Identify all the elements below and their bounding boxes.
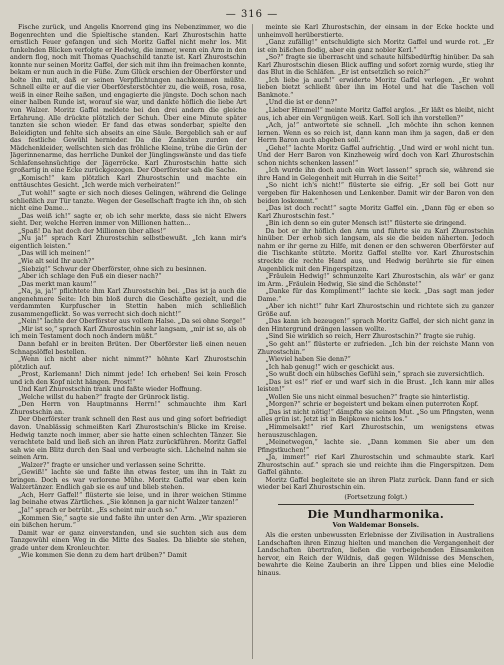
- paragraph: „Ich liebe ja auch!“ erwiderte Moritz Gaffel verlegen. „Er wohnt lieben bietzt schließt über ihn im Hotel und hat die Taschen voll Banknote.“: [257, 76, 494, 99]
- paragraph: „Meinetwegen,“ lachte sie. „Dann kommen Sie aber um den Pfingstkuchen!“: [257, 439, 494, 454]
- paragraph: „So geht an!“ flüsterte er zufrieden. „Ich bin der reichste Mann von Zhurostschin.“: [257, 340, 494, 356]
- paragraph: „Gewiß!“ lachte sie und faßte ihn etwas fester, um ihn in Takt zu bringen. Doch es war verlorene Mühe. Moritz Gaffel war eben kein Walzertänzer. Endlich gab sie es auf und blieb stehen.: [10, 469, 247, 492]
- paragraph: „Das ist nicht nötig!“ dämpfte sie seinen Mut. „So um Pfingsten, wenn alles grün ist. Jetzt ist in Beipkowe nichts los.“: [257, 408, 494, 424]
- paragraph: „So wußt doch ein hübsches Gefühl sein,“ sprach sie zuversichtlich.: [265, 371, 485, 379]
- section-intro: [258, 532, 495, 577]
- paragraph: „Bin ich denn so ein guter Mensch ist!“ flüsterte sie dringend.: [265, 220, 467, 228]
- paragraph: „Ich hab genug!“ wich er geschickt aus.: [265, 363, 395, 371]
- paragraph: meinte sie Karl Zhurostschin, der einsam in der Ecke hockte und unheimvoll herüberstierte.: [257, 24, 494, 39]
- text-columns: [10, 24, 494, 659]
- paragraph: „Das weiß ich!“ sagte er, ob ich sehr merkte, dass sie nicht Elwers sieht. Der, welche Herren immer von Millionen hatten...: [10, 212, 247, 228]
- paragraph: „Danke für das Kompliment!“ lachte sie keck. „Das sagt man jeder Dame.“: [257, 288, 494, 303]
- story-continuation: [258, 24, 495, 492]
- paragraph: „Und die ist er denn?“: [265, 99, 338, 107]
- paragraph: „Wie alt seid Ihr auch?“: [18, 257, 95, 265]
- paragraph: „Na, ja, ja!“ pflichtete ihm Karl Zhurostschin bei. „Das ist ja auch die angenehmere Seite: Ich bin bloß durch die Geschäfte gezielt, und die verdammten Kurpfuscher in Stettin haben mich schließlich zusammengeflickt. So was verrecht sich doch nicht!“: [10, 288, 247, 318]
- paragraph: „Ja, immer!“ rief Karl Zhurostschin und schmaubte stark. Karl Zhurostschin auf.“ sprach sie und reichte ihm die Fingerspitzen. Dem Gaffel gähnte.: [257, 454, 494, 477]
- paragraph: Fische zurück, und Angelis Knorrend ging ins Nebenzimmer, wo die Bogenrechten und die Spieltische standen. Karl Zhurostschin hatte ernstlich Feuer gefangen und sich Moritz Gaffel nicht mehr los. Mit funkelnden Blicken verfolgte er Hedwig, die immer, wenn ein Arm in den andern flog, noch mit Thomas Quachschild tanzte ist. Karl Zhurostschin konnte nur seinen Moritz Gaffel, der sich mit ihm ihn freimachen konnte, bekam er nun auch in die Füße. Zum Glück erschien der Oberförster und holte ihn mit, daß er seinen Verpflichtungen nachkommen müßte. Schnell eilte er auf die vier Oberförsterstöchter zu, die weiß, rosa, rosa, weiß in einer Reihe saßen, und engagierte die jüngste. Doch schon nach einer halben Runde ist, worauf sie war, und dankte höflich die liebe Art von Walzer. Moritz Gaffel meldete bei den drei andern die gleiche Erfahrung. Alle drückte plötzlich der Schuh. Über eine Minute später tanzten sie schon wieder. Er fand das etwas sonderbar, spielte den Beleidigten und fehlte sich abseits an eine Säule. Bergeblich sah er auf das festliche Gewühl hernieder. Da die Zanksten zurden der Mädchenkleider, wellschten sich das fröhliche Kleine, trübe die Grün der Jägerinnenarme, das herrliche Dunkel der Jünglingswänste und das tiefe Schlafensehnsüchtige der Jägerröcke. Karl Zhurostschin hatte sich großartig in eine Ecke zurückgezogen. Der Oberförster sah die Sache.: [10, 24, 247, 175]
- paragraph: „Nu ja!“ sprach Karl Zhurostschin selbstbewußt. „Ich kann mir's eigentlich leisten.“: [10, 235, 247, 250]
- paragraph: Dann befahl er in breiten Brüten. Der Oberförster ließ einen neuen Schnapslöffel bestellen.: [10, 340, 247, 356]
- paragraph: „Himmelsakt!“ rief Karl Zhurostschin, um wenigstens etwas herauszuschlagen.: [257, 423, 494, 439]
- paragraph: Moritz Gaffel begleitete sie an ihren Platz zurück. Dann fand er sich wieder bei Karl Zhurostschin ein.: [257, 476, 494, 492]
- paragraph: „Sind Sie wirklich so reich, Herr Zhurostschin?“ fragte sie ruhig.: [265, 333, 476, 341]
- paragraph: „Ich wurde ihn doch auch ein Wort lassen!“ sprach sie, während sie ihre Hand in Gelegenheit mit Hurrah in die Seite!“: [257, 167, 494, 182]
- paragraph: „Komisch!“ kam plötzlich Karl Zhurostschin und machte ein enttäuschtes Gesicht. „Ich werde mich verheiraten!“: [10, 174, 247, 190]
- paragraph: „Nein!“ lachte der Oberförster aus vollem Halse. „Da sei ohne Sorge!“: [18, 318, 246, 326]
- section-paragraph: Als die ersten unbewussten Erlebnisse der Zivilisation in Australiens Landschaften ihren Einzug hielten und manchen die Vergangenheit der Landschaften übertrafen, ließen die vorbeigehenden Einsamkeiten hervor, ein Reich der Wildnis, daß gegen Wildnisse des Menschen, bewahrte die Keine Zauberin an ihre Lippen und blies eine Melodie hinaus.: [257, 532, 494, 577]
- paragraph: „Walzer?“ fragte er unsicher und verlassen seine Schritte.: [18, 461, 206, 469]
- paragraph: „Welche willst du haben?“ fragte der Grünrock listig.: [18, 393, 190, 401]
- paragraph: „Aber ich schlage den Fuß ein dieser nach?“: [18, 273, 162, 281]
- paragraph: „Das kann ich bezeugen!“ sprach Moritz Gaffel, der sich nicht ganz in den Hintergrund drängen lassen wollte.: [257, 318, 494, 333]
- paragraph: „So?“ fragte sie überrascht und schaute hilfsbedürftig hinüber. Da sah Karl Zhurostschin diesen Blick auffing und sofort zornig wurde, stieg ihr das Blut in die Schläfen. „Er ist entsetzlich so reich?“: [257, 54, 494, 77]
- paragraph: Und Karl Zhurostschin trank und faßte wieder Hoffnung.: [18, 386, 202, 394]
- paragraph: „Das will ich meinen!“: [18, 250, 91, 258]
- paragraph: „Mir ist so,“ sprach Karl Zhurostschin sehr langsam, „mir ist so, als ob ich mein Testament doch noch ändern müßt.“: [10, 325, 247, 341]
- paragraph: „Prost, Karlemann! Dich nimmt jede! Ich erheben! Sei kein Frosch und ich den Kopf nicht hängen. Prost!“: [10, 371, 247, 386]
- paragraph: Damit war er ganz einverstanden, und sie suchten sich aus dem Tanzgewühl einen Weg in die Mitte des Saales. Da bliebte sie stehen, grade unter dem Kronleuchter.: [10, 529, 247, 552]
- section-byline: Von Waldemar Bonsels.: [332, 521, 420, 530]
- paragraph: „So nicht ich's nicht!“ flüsterte sie eifrig. „Er soll bei Gott nur vergeben für Hakenhosen und Lenkenber. Damit wir der Baron von den beiden loskommt.“: [257, 182, 494, 205]
- right-column: [252, 24, 495, 659]
- paragraph: „Wollen Sie uns nicht einmal besuchen?“ fragte sie hinterlistig.: [265, 393, 470, 401]
- paragraph: „Wieviel haben Sie denn?“: [265, 356, 351, 364]
- paragraph: „Ganz zufällig!“ entschuldigte sich Moritz Gaffel und wurde rot. „Er ist ein bißchen flodig, aber ein ganz nobler Kerl.“: [257, 39, 494, 54]
- paragraph: „Ach, ja!“ antwortete sie schnell. „Ich möchte ihn schon kennen lernen. Wenn es so reich ist, dann kann man ihm ja sagen, daß er den Herrn Baron auch abgeben soll.“: [257, 122, 494, 145]
- paragraph: „Fräulein Hedwig!“ schmunzelte Karl Zhurostschin, als wär' er ganz im Arm. „Fräulein Hedwig, Sie sind die Schönste!“: [257, 273, 494, 288]
- continuation-note: (Fortsetzung folgt.): [344, 492, 408, 501]
- paragraph: Da bot er ihr höflich den Arm und führte sie zu Karl Zhurostschin hinüber. Der erhob sich langsam, als sie die beiden näherten. Jedoch nahm er ihr gerne zu Hilfe, mit denen er den schweren Oberförster auf die Tischkante stützte. Moritz Gaffel stellte vor. Karl Zhurostschin streckte die rechte Hand aus, und Hedwig berührte sie für einen Augenblick mit den Fingerspitzen.: [257, 227, 494, 273]
- paragraph: „Lieber Himmel!“ meinte Moritz Gaffel arglos. „Er läßt es bleibt, nicht aus, ich aber ein Vergnügen weiß. Karl. Soll ich ihn vorstellen?“: [257, 107, 494, 122]
- paragraph: „Ach, Herr Gaffel!“ flüsterte sie leise, und in ihrer weichen Stimme lag beinahe etwas Zärtliches. „Sie können ja gar nicht Walzer tanzen!“: [10, 491, 247, 507]
- paragraph: Der Oberförster trank schnell den Rest aus und ging sofort befriedigt davon. Unablässig schmeißten Karl Zhurostschin's Blicke im Kreise. Hedwig tanzte noch immer, aber sie hatte einen schlechten Tänzer. Sie verachtete bald und ließ sich an ihren Platz zurückführen. Moritz Gaffel sah wie ein Blitz durch den Saal und verbeugte sich. Lächelnd nahm sie seinen Arm.: [10, 416, 247, 462]
- left-column: [10, 24, 252, 659]
- paragraph: „Das ist doch recht!“ sagte Moritz Gaffel ein. „Dann füg er eben so Karl Zhurostschin fest.“: [257, 205, 494, 220]
- paragraph: „Kommen Sie,“ sagte sie und faßte ihn unter den Arm. „Wir spazieren ein bißchen herum.“: [10, 514, 247, 530]
- paragraph: „Das merkt man kaum!“: [18, 280, 97, 288]
- paragraph: „Spaß! Da hat doch der Millionen über alles!“: [18, 227, 166, 235]
- paragraph: „Den Herrn von Hauptmanns Herrn!“ schmauchte ihm Karl Zhurostschin an.: [10, 401, 247, 416]
- section-divider: [278, 504, 475, 505]
- paragraph: „Ja!“ sprach er betrübt. „Es scheint mir auch so.“: [18, 507, 178, 514]
- paragraph: „Siebzig!“ Schwur der Oberförster, ohne sich zu besinnen.: [18, 265, 207, 273]
- page-number: — 316 —: [225, 9, 279, 20]
- paragraph: „Morgen?“ schrie er begeistert und bekam einen puterroten Kopf.: [265, 401, 479, 409]
- paragraph: „Aber ich nicht!“ fuhr Karl Zhurostschin und richtete sich zu ganzer Größe auf.: [257, 303, 494, 318]
- paragraph: „Wenn ich nicht aber nicht nimmt?“ höhnte Karl Zhurostschin plötzlich auf.: [10, 356, 247, 371]
- paragraph: „Tut wohl!“ sagte er sich noch dieses Gelingen, während die Gelinge schließlich zur Tür tanzte. Wegen der Gesellschaft fragte ich ihn, ob sich nicht eine Dame...: [10, 190, 247, 213]
- section-title: Die Mundharmonika.: [307, 508, 444, 522]
- paragraph: „Das ist es!“ rief er und warf sich in die Brust. „Ich kann mir alles leisten!“: [257, 378, 494, 394]
- paragraph: „Gehe!“ lachte Moritz Gaffel aufrichtig. „Und wird er wohl nicht tun. Und der Herr Baron von Kinzheweig wird doch von Karl Zhurostschin schon nichts schenken lassen!“: [257, 144, 494, 167]
- paragraph: „Wie kommen Sie denn zu dem hart drüben?“ Damit: [18, 552, 187, 560]
